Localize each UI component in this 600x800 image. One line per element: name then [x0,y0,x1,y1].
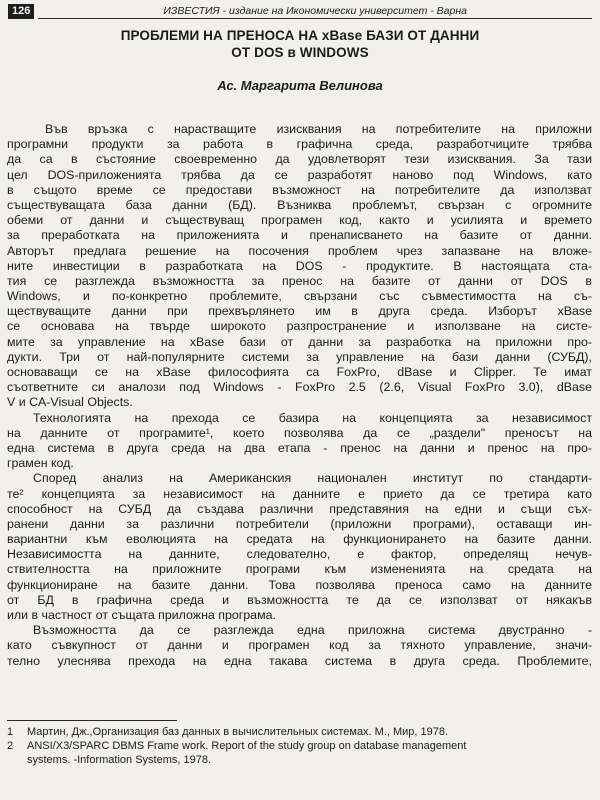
body-line: V и CA-Visual Objects. [7,395,133,410]
article-title [40,27,560,61]
body-line: обеми от данни и съществуващ програмен код, както и усилията и времето [7,213,592,228]
body-line: Възможността да се разглежда една приложна система двустранно - [33,623,592,638]
body-line: Авторът предлага решение на посочения проблем чрез запазване на вложе- [7,243,592,258]
body-line: дукти. Три от най-популярните системи за управление на бази данни (СУБД), [7,349,592,364]
footnote-number: 1 [7,726,14,738]
body-line: Технологията на прехода се базира на концепцията за независимост [33,410,592,425]
footnote-divider [7,720,177,721]
page-number: 126 [8,4,34,19]
body-line: от БД в графична среда и възможността те да се използват от някакъв [7,592,592,607]
body-line: тия се разглежда възможността за пренос на базите от данни от DOS в [7,273,592,288]
body-line: ществуващите данни при прехвърлянето им в друга среда. Изборът xBase [7,304,592,319]
footnote-2 [7,739,592,767]
body-line: ранени данни за различни потребители (приложни програми), оставащи ин- [7,516,592,531]
body-line: цел DOS-приложенията трябва да се разработят наново под Windows, като [7,167,592,182]
footnote-line: ANSI/X3/SPARC DBMS Frame work. Report of the study group on database management [27,740,467,752]
body-line: съществуващата база данни (БД). Възниква проблемът, свързан с огромните [7,197,592,212]
footnote-number: 2 [7,740,14,752]
body-line: Windows, и по-конкретно проблемите, свързани със съвместимостта на съ- [7,289,592,304]
body-line: или в частност от същата приложна програма. [7,608,276,622]
body-line: грамен код. [7,456,74,471]
body-line: на данните от програмите¹, което позволява да се „раздели" преносът на [7,425,592,440]
footnote-1 [7,725,592,739]
body-line: да са в състояние своевременно да удовлетворят тези изисквания. За тази [7,152,592,167]
body-line: Независимостта на данните, следователно, е фактор, определящ нечув- [7,547,592,562]
body-line: Във връзка с нарастващите изисквания на потребителите на приложни [45,122,592,136]
article-body [7,122,592,669]
footnote-line: Мартин, Дж.,Организация баз данных в вычислительных системах. М., Мир, 1978. [27,726,449,738]
body-line: съответните си аналози под Windows - FoxPro 2.5 (2.6, Visual FoxPro 3.0), dBase [7,380,592,395]
body-line: като съвкупност от данни и програмен код за тяхното управление, значи- [7,638,592,653]
body-line: Според анализ на Американския национален институт по стандарти- [33,471,592,486]
body-line: основаващи се на xBase философията са FoxPro, dBase и Clipper. Те имат [7,365,592,379]
journal-title: ИЗВЕСТИЯ - издание на Икономически университет - Варна [38,4,592,19]
body-line: телно улеснява прехода на една такава система в друга среда. Проблемите, [7,653,592,668]
title-line-2: ОТ DOS в WINDOWS [231,45,369,60]
footnote-text [27,725,592,739]
body-line: те² концепцията за независимост на данните е прието да се третира като [7,486,592,501]
title-line-1: ПРОБЛЕМИ НА ПРЕНОСА НА xBase БАЗИ ОТ ДАННИ [120,28,480,43]
body-line: ствителността на приложните програми към измененията на средата на [7,562,592,577]
body-line: в същото време се предостави възможност на потребителите да използват [7,182,592,197]
body-line: мите за управление на xBase бази от данни за разработка на приложни про- [7,334,592,349]
footnote-text [27,739,592,767]
author-name: Ас. Маргарита Велинова [217,78,383,93]
body-line: се основава на твърде широкото разпространение и използване на систе- [7,319,592,334]
footnote-line: systems. -Information Systems, 1978. [27,754,212,766]
body-line: една система в друга среда на два етапа - пренос на данни и пренос на про- [7,440,592,455]
body-line: за преработката на приложенията и пренаписването на базите от данни. [7,228,592,243]
body-line: програмни продукти за работа в графична среда, разработчиците трябва [7,137,592,152]
body-line: способност на СУБД да създава различни представяния на едни и същи съх- [7,501,592,516]
body-line: вариантни към еволюцията на средата на функционирането на базите данни. [7,532,592,547]
body-line: функциониране на базите данни. Това позволява преноса само на данните [7,577,592,592]
body-line: ните инвестиции в разработката на DOS - продуктите. В настоящата ста- [7,258,592,273]
running-header [8,3,592,19]
footnotes [7,725,592,767]
